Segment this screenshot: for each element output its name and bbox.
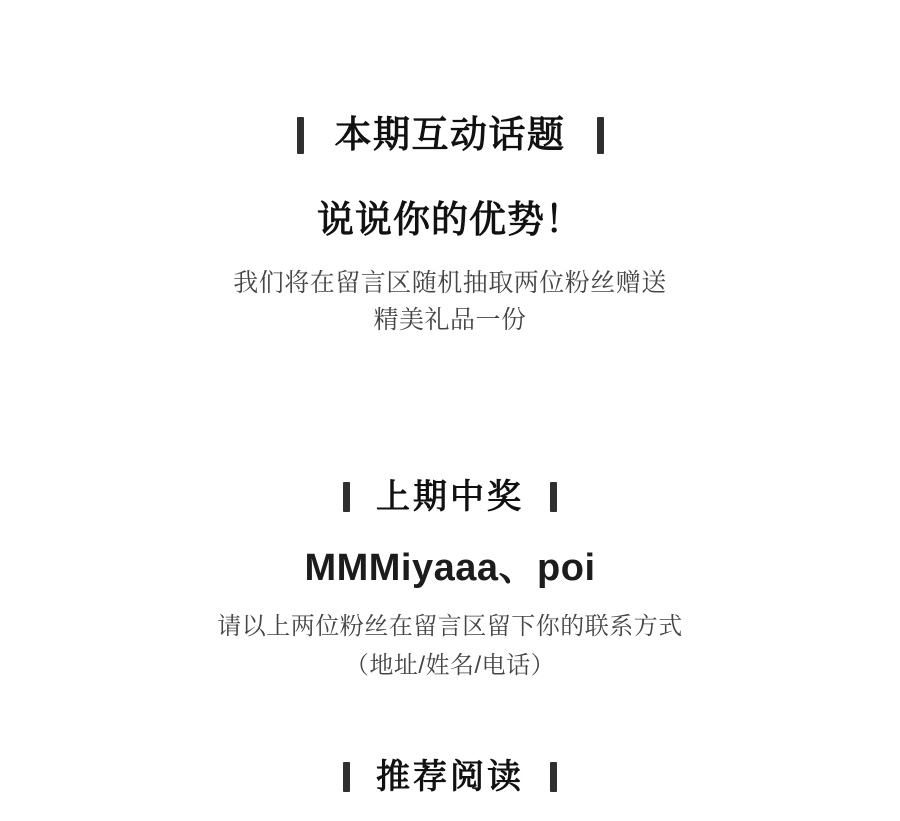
section-heading: 推荐阅读: [376, 758, 524, 796]
heading-bar-left: [297, 117, 304, 154]
recommended-reading-heading-row: [0, 758, 900, 796]
topic-title: 说说你的优势！: [317, 199, 583, 240]
interactive-topic-heading-row: [0, 0, 900, 154]
section-heading: 本期互动话题: [334, 114, 566, 155]
previous-winners-heading-row: [0, 478, 900, 516]
heading-bar-left: [343, 762, 350, 792]
winner-names: MMMiyaaa、poi: [304, 547, 596, 589]
heading-bar-right: [597, 117, 604, 154]
winner-instructions: [0, 607, 900, 685]
section-heading: 上期中奖: [376, 478, 524, 516]
heading-bar-right: [550, 762, 557, 792]
topic-description: [0, 265, 900, 339]
section-interactive-topic: [0, 0, 900, 339]
winner-instructions-line2: （地址/姓名/电话）: [344, 652, 556, 679]
section-previous-winners: [0, 478, 900, 685]
topic-description-line2: 精美礼品一份: [373, 306, 527, 334]
heading-bar-right: [550, 482, 557, 512]
heading-bar-left: [343, 482, 350, 512]
topic-description-line1: 我们将在留言区随机抽取两位粉丝赠送: [233, 269, 667, 297]
winner-instructions-line1: 请以上两位粉丝在留言区留下你的联系方式: [217, 613, 683, 640]
section-recommended-reading: [0, 758, 900, 796]
